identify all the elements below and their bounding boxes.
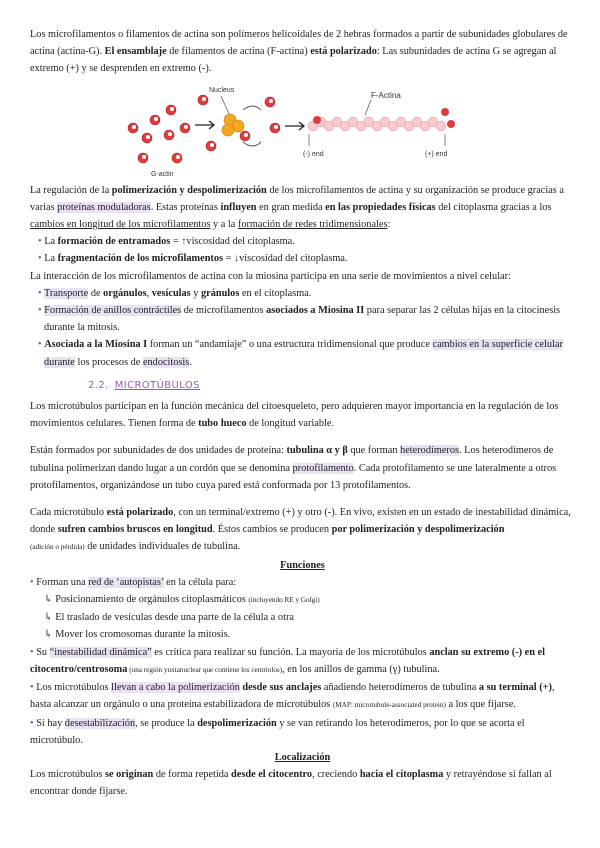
highlight-text: proteínas moduladoras — [57, 201, 151, 213]
section-number: 2.2. — [88, 379, 109, 391]
text: Mover los cromosomas durante la mitosis. — [55, 629, 231, 641]
text: que forman — [347, 445, 401, 457]
bold-text: desde sus anclajes — [242, 682, 322, 694]
f-actin-label: F-Actina — [371, 90, 401, 100]
actin-diagram-svg — [125, 80, 465, 180]
text: = ↑viscosidad del citoplasma. — [170, 236, 295, 248]
text: . — [189, 356, 192, 368]
document-page — [30, 0, 575, 801]
list-item — [30, 336, 575, 370]
text: de — [88, 287, 104, 299]
text: . Los heterodímeros de tubulina polimerizan dando lugar a un cordón que se denomina — [30, 445, 554, 474]
highlight-text: protofilamento — [292, 462, 354, 474]
highlight-text: Transporte — [44, 287, 89, 299]
bullet-icon: • — [38, 305, 42, 317]
text: y a la — [210, 219, 238, 231]
bold-text: vesículas — [151, 287, 191, 299]
return-arrow-icon: ↳ — [44, 629, 53, 641]
bullet-icon: • — [30, 717, 34, 729]
text: : — [387, 219, 391, 231]
text: y — [190, 287, 201, 299]
bold-text: polimerización y despolimerización — [111, 184, 267, 196]
highlight-text: “inestabilidad dinámica” — [49, 646, 152, 658]
list-item — [30, 233, 575, 250]
sub-list-item — [30, 626, 575, 643]
bullet-icon: • — [38, 253, 42, 265]
text: : Las subunidades de actina G se agregan al extremo (+) y se desprenden en extremo (-). — [30, 46, 557, 75]
text: añadiendo heterodímeros de tubulina — [321, 682, 479, 694]
paragraph-microtubules-intro — [30, 398, 575, 432]
text: del citoplasma gracias a los — [435, 201, 552, 213]
bold-text: se originan — [104, 769, 154, 781]
bullet-icon: • — [30, 646, 34, 658]
text: La — [44, 236, 58, 248]
small-text: (incluyendo RE y Golgi) — [248, 596, 320, 605]
bold-text: anclan su extremo (-) en el citocentro/centrosoma — [30, 646, 545, 675]
small-text: (MAP: microtubule-associated protein) — [332, 701, 446, 710]
paragraph-polarity — [30, 504, 575, 557]
text: Los microfilamentos o filamentos de actina son polímeros helicoidales de 2 hebras formados a partir de subunidades globulares de actina (actina-G). — [30, 29, 568, 58]
text: Posicionamiento de orgánulos citoplasmáticos — [55, 594, 249, 606]
bold-text: Asociada a la Miosina I — [44, 339, 148, 351]
section-heading-microtubules — [88, 377, 575, 394]
small-text: (adición o pérdida) — [30, 543, 85, 552]
text: es crítica para realizar su función. La mayoría de los microtúbulos — [151, 646, 430, 658]
bold-text: sufren cambios bruscos en longitud — [57, 524, 213, 536]
text: Forman una — [36, 576, 89, 588]
text: Si hay — [36, 717, 65, 729]
heading-funciones: Funciones — [280, 559, 325, 571]
return-arrow-icon: ↳ — [44, 594, 53, 606]
paragraph-tubulin — [30, 442, 575, 494]
heading-localizacion: Localización — [274, 751, 331, 763]
text: forman un “andamiaje” o una estructura tridimensional que produce — [147, 339, 433, 351]
text: en gran medida — [256, 201, 326, 213]
bold-text: formación de entramados — [57, 236, 171, 248]
list-item — [30, 250, 575, 267]
text: El traslado de vesículas desde una parte de la célula a otra — [55, 612, 294, 624]
text: , en los anillos de gamma (γ) tubulina. — [282, 663, 440, 675]
text: de los microfilamentos de actina y su organización se produce gracias a varias — [30, 184, 564, 213]
bold-text: gránulos — [200, 287, 240, 299]
text: para separar las 2 células hijas en la citocinesis durante la mitosis. — [44, 305, 561, 334]
bold-text: El ensamblaje — [104, 46, 167, 58]
text: Los microtúbulos participan en la función mecánica del citoesqueleto, pero adquieren mayor importancia en la regulación de los movimientos celulares. Tienen forma de — [30, 401, 559, 430]
text: los procesos de — [74, 356, 143, 368]
bold-text: desde el citocentro — [231, 769, 313, 781]
bullet-icon: • — [38, 236, 42, 248]
text: a los que fijarse. — [445, 699, 516, 711]
text: , hasta alcanzar un orgánulo o una proteína estabilizadora de microtúbulos — [30, 682, 555, 711]
small-text: (una región yuxtanuclear que contiene los centriolos) — [127, 665, 283, 674]
underlined-text: cambios en longitud de los microfilamentos — [30, 219, 211, 231]
sub-list-item — [30, 609, 575, 626]
plus-end-label: (+) end — [425, 150, 448, 158]
text: , se produce la — [135, 717, 198, 729]
bullet-icon: • — [30, 576, 34, 588]
text: y se van retirando los heterodímeros, por lo que se acorta el microtúbulo. — [30, 717, 525, 746]
bold-text: por polimerización y despolimerización — [331, 524, 505, 536]
text: , — [146, 287, 152, 299]
list-item — [30, 679, 575, 714]
bullet-icon: • — [38, 339, 42, 351]
text: en la célula para: — [163, 576, 237, 588]
text: , con un terminal/extremo (+) y otro (-). En vivo, existen en un estado de inestabilidad dinámica, donde — [30, 507, 571, 536]
section-title: MICROTÚBULOS — [114, 379, 200, 391]
text: Los microtúbulos — [36, 682, 112, 694]
text: , creciendo — [312, 769, 360, 781]
highlight-text: cambios en la superficie celular durante — [44, 339, 563, 368]
bold-text: en las propiedades físicas — [325, 201, 436, 213]
highlight-text: Formación de anillos contráctiles — [44, 305, 182, 317]
bullet-icon: • — [30, 682, 34, 694]
bold-text: tubo hueco — [198, 418, 247, 430]
highlight-text: red de ‘autopistas’ — [88, 576, 164, 588]
text: = ↓viscosidad del citoplasma. — [223, 253, 348, 265]
text: Están formados por subunidades de dos unidades de proteína: — [30, 445, 287, 457]
text: de forma repetida — [153, 769, 232, 781]
bold-text: tubulina α y β — [286, 445, 348, 457]
bold-text: influyen — [220, 201, 257, 213]
highlight-text: llevan a cabo la polimerización — [111, 682, 240, 694]
bold-text: está polarizado — [106, 507, 174, 519]
bold-text: despolimerización — [197, 717, 277, 729]
text: en el citoplasma. — [239, 287, 312, 299]
paragraph-myosin-interaction: La interacción de los microfilamentos de actina con la miosina participa en una serie de movimientos a nivel celular: — [30, 270, 511, 282]
text: La — [44, 253, 58, 265]
text: Cada microtúbulo — [30, 507, 107, 519]
highlight-text: endocitosis — [142, 356, 190, 368]
text: de longitud variable. — [246, 418, 335, 430]
list-item — [30, 574, 575, 591]
text: Su — [36, 646, 50, 658]
text: de unidades individuales de tubulina. — [84, 541, 241, 553]
paragraph-microfilaments-intro — [30, 26, 575, 78]
text: Los microtúbulos — [30, 769, 105, 781]
text: . Estas proteínas — [150, 201, 221, 213]
bold-text: a su terminal (+) — [478, 682, 552, 694]
nucleus-label: Nucleus — [209, 86, 235, 94]
text: . Cada protofilamento se une lateralmente a otros protofilamentos, organizándose un tubo cuya pared está conformada por 13 protofilamentos. — [30, 462, 557, 491]
g-actin-label: G-actin — [151, 170, 174, 178]
text: . Éstos cambios se producen — [212, 524, 332, 536]
text: de filamentos de actina (F-actina) — [166, 46, 311, 58]
paragraph-localizacion — [30, 766, 575, 800]
minus-end-label: (-) end — [303, 150, 324, 158]
text: La regulación de la — [30, 184, 112, 196]
bold-text: fragmentación de los microfilamentos — [57, 253, 224, 265]
text: y retrayéndose si fallan al encontrar donde fijarse. — [30, 769, 552, 798]
bold-text: hacia el citoplasma — [359, 769, 444, 781]
sub-list-item — [30, 591, 575, 609]
list-item — [30, 715, 575, 749]
bold-text: asociados a Miosina II — [266, 305, 365, 317]
list-item — [30, 644, 575, 679]
return-arrow-icon: ↳ — [44, 612, 53, 624]
bold-text: está polarizado — [310, 46, 377, 58]
bold-text: orgánulos — [103, 287, 147, 299]
list-item — [30, 302, 575, 336]
list-item — [30, 285, 575, 302]
highlight-text: heterodímeros — [400, 445, 459, 457]
highlight-text: desestabilización — [64, 717, 136, 729]
actin-polymerization-figure — [30, 78, 575, 182]
bullet-icon: • — [38, 287, 42, 299]
paragraph-regulation — [30, 182, 575, 234]
underlined-text: formación de redes tridimensionales — [237, 219, 388, 231]
text: de microfilamentos — [181, 305, 267, 317]
